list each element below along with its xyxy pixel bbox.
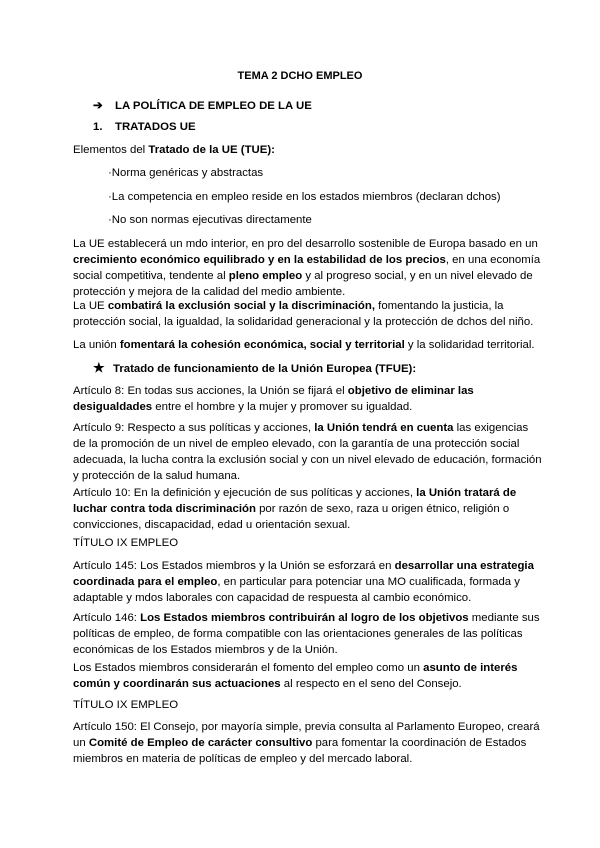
- elements-intro: [73, 142, 543, 158]
- article-150: Artículo 150: El Consejo, por mayoría simple, previa consulta al Parlamento Europeo, creará un Comité de Empleo de carácter consultivo para fomentar la coordinación de Estados miembros en materia de políticas de empleo y del mercado laboral.: [73, 721, 540, 765]
- subsection-heading-text: TRATADOS UE: [115, 121, 196, 133]
- list-item: ·La competencia en empleo reside en los estados miembros (declaran dchos): [108, 191, 501, 203]
- paragraph-mdo-interior: La UE establecerá un mdo interior, en pro del desarrollo sostenible de Europa basado en un crecimiento económico equilibrado y en la estabilidad de los precios, en una economía social competitiva, tendente al pleno empleo y al progreso social, y en un nivel elevado de protección y mejora de la calidad del medio ambiente.: [73, 238, 541, 298]
- list-item: ·Norma genéricas y abstractas: [108, 167, 264, 179]
- article-9: Artículo 9: Respecto a sus políticas y acciones, la Unión tendrá en cuenta las exigencias de la promoción de un nivel de empleo elevado, con la garantía de una protección social adecuada, la lucha contra la exclusión social y con un nivel elevado de educación, formación y protección de la salud humana.: [73, 422, 542, 482]
- subsection-number: 1.: [93, 121, 103, 133]
- paragraph-interes-comun: Los Estados miembros considerarán el fomento del empleo como un asunto de interés común y coordinarán sus actuaciones al respecto en el seno del Consejo.: [73, 662, 518, 690]
- section-heading-text: LA POLÍTICA DE EMPLEO DE LA UE: [115, 100, 312, 112]
- elements-intro-text: Elementos del: [73, 144, 149, 156]
- star-icon: ★: [93, 360, 105, 375]
- tfue-heading-text: Tratado de funcionamiento de la Unión Europea (TFUE):: [113, 363, 417, 375]
- paragraph-cohesion: La unión fomentará la cohesión económica, social y territorial y la solidaridad territorial.: [73, 339, 535, 351]
- list-item: ·No son normas ejecutivas directamente: [108, 214, 312, 226]
- section-heading: [93, 98, 312, 112]
- article-146: Artículo 146: Los Estados miembros contribuirán al logro de los objetivos mediante sus políticas de empleo, de forma compatible con las orientaciones generales de las políticas económicas de los Estados miembros y de la Unión.: [73, 612, 540, 656]
- tfue-heading: [93, 360, 416, 376]
- titulo-heading: TÍTULO IX EMPLEO: [73, 699, 179, 711]
- subsection-heading: [93, 121, 196, 133]
- arrow-icon: ➔: [93, 100, 103, 112]
- titulo-heading: TÍTULO IX EMPLEO: [73, 537, 179, 549]
- paragraph-exclusion: La UE combatirá la exclusión social y la discriminación, fomentando la justicia, la protección social, la igualdad, la solidaridad generacional y la protección de dchos del niño.: [73, 300, 534, 328]
- elements-intro-bold: Tratado de la UE (TUE):: [148, 144, 275, 156]
- document-title: TEMA 2 DCHO EMPLEO: [237, 70, 363, 82]
- article-145: Artículo 145: Los Estados miembros y la Unión se esforzará en desarrollar una estrategia coordinada para el empleo, en particular para potenciar una MO cualificada, formada y adaptable y mdos laborales con capacidad de respuesta al cambio económico.: [73, 560, 534, 604]
- article-10: Artículo 10: En la definición y ejecución de sus políticas y acciones, la Unión tratará de luchar contra toda discriminación por razón de sexo, raza u origen étnico, religión o convicciones, discapacidad, edad u orientación sexual.: [73, 487, 517, 531]
- article-8: Artículo 8: En todas sus acciones, la Unión se fijará el objetivo de eliminar las desigualdades entre el hombre y la mujer y promover su igualdad.: [73, 385, 474, 413]
